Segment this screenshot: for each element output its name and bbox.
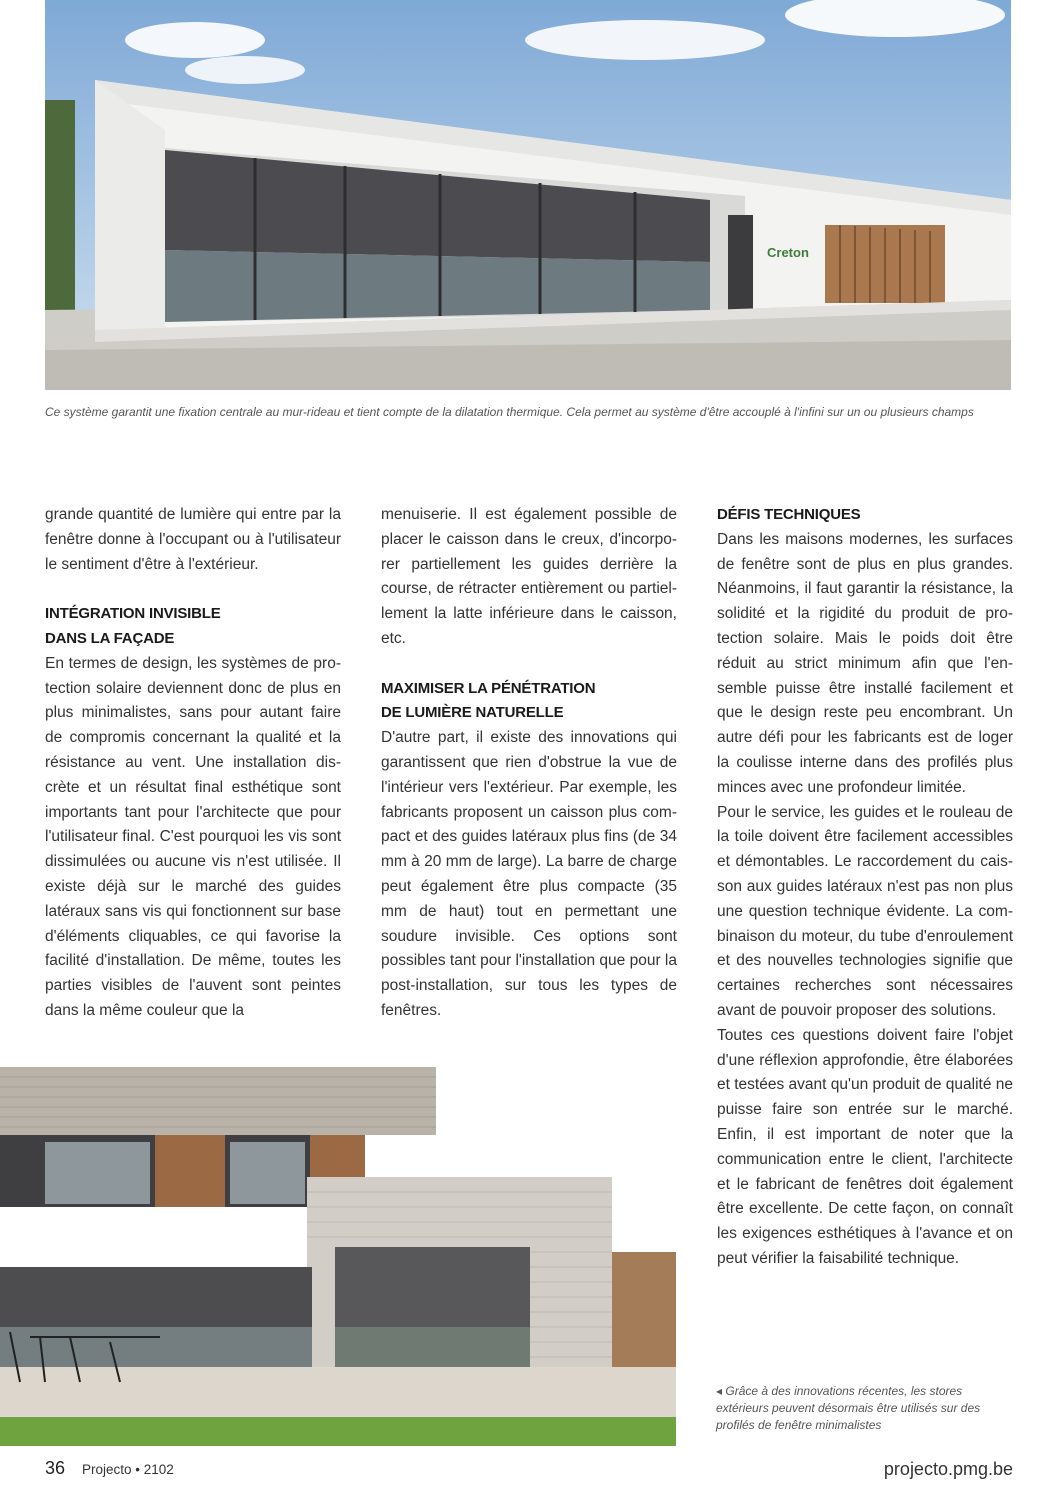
top-photo-caption: Ce système garantit une fixation centrale au mur-rideau et tient compte de la dilatation thermique. Cela permet au système d'être accouplé à l'infini sur un ou plusieurs champs xyxy=(45,405,974,419)
paragraph: D'autre part, il existe des innovations qui garantissent que rien d'obstrue la vue de l'intérieur vers l'extérieur. Par exemple, les fabricants proposent un caisson plus compact et des guides latéraux plus fins (de 34 mm à 20 mm de large). La barre de charge peut également être plus compacte (35 mm de haut) tout en permettant une soudure invisible. Ces options sont possibles tant pour l'installation que pour la post-installation, sur tous les types de fenêtres. xyxy=(381,729,677,1019)
text-column-1 xyxy=(45,503,341,1024)
section-heading-line-2: DANS LA FAÇADE xyxy=(45,629,175,647)
house-photo-bottom xyxy=(0,1062,676,1446)
section-heading: DÉFIS TECHNIQUES xyxy=(717,506,861,523)
paragraph: Dans les maisons modernes, les surfaces de fenêtre sont de plus en plus grandes. Néanmoins, il faut garantir la résistance, la solidité et la rigidité du produit de protection solaire. Mais le poids doit être réduit au strict minimum afin que l'ensemble puisse être installé facilement et que le design reste peu encombrant. Un autre défi pour les fabricants est de loger la coulisse interne dans des profilés plus minces avec une profondeur limitée. xyxy=(717,530,1013,796)
caption-arrow-icon: ◂ xyxy=(716,1384,723,1398)
paragraph: menuiserie. Il est également possible de placer le caisson dans le creux, d'incorporer partiellement les guides derrière la course, de rétracter entièrement ou partiellement la latte inférieure dans le caisson, etc. xyxy=(381,506,677,647)
publication-issue: Projecto • 2102 xyxy=(82,1462,174,1477)
section-heading-line-1: INTÉGRATION INVISIBLE xyxy=(45,605,221,623)
caption-text: Grâce à des innovations récentes, les stores extérieurs peuvent désormais être utilisés sur des profilés de fenêtre minimalistes xyxy=(716,1384,981,1432)
paragraph: Toutes ces questions doivent faire l'objet d'une réflexion approfondie, être élaborées et testées avant qu'un produit de qualité ne puisse faire son entrée sur le marché. Enfin, il est important de noter que la communication entre le client, l'architecte et le fabricant de fenêtres doit également être excellente. De cette façon, on connaît les exigences esthétiques à l'avance et on peut vérifier la faisabilité technique. xyxy=(717,1026,1013,1267)
company-sign-text: Creton xyxy=(767,245,809,260)
page-number: 36 xyxy=(45,1458,66,1478)
section-heading-line-1: MAXIMISER LA PÉNÉTRATION xyxy=(381,679,596,697)
building-photo-top xyxy=(45,0,1011,390)
text-column-3 xyxy=(717,503,1013,1272)
paragraph: Pour le service, les guides et le rouleau de la toile doivent être facilement accessibles et démontables. Le raccordement du caisson aux guides latéraux n'est pas non plus une question technique évidente. La combinaison du moteur, du tube d'enroulement et des nouvelles technologies signifie que certaines recherches sont nécessaires avant de pouvoir proposer des solutions. xyxy=(717,803,1013,1019)
paragraph: En termes de design, les systèmes de protection solaire deviennent donc de plus en plus minimalistes, sans pour autant faire de compromis concernant la qualité et la résistance au vent. Une installation discrète et un résultat final esthétique sont importants tant pour l'architecte que pour l'utilisateur final. C'est pourquoi les vis sont dissimulées ou aucune vis n'est utilisée. Il existe déjà sur le marché des guides latéraux sans vis qui fonctionnent sur base d'éléments cliquables, ce qui favorise la facilité d'installation. De même, toutes les parties visibles de l'auvent sont peintes dans la même couleur que la xyxy=(45,654,341,1019)
page-footer xyxy=(45,1458,1013,1482)
website-link[interactable]: projecto.pmg.be xyxy=(883,1459,1013,1479)
text-column-2 xyxy=(381,503,677,1024)
paragraph: grande quantité de lumière qui entre par la fenêtre donne à l'occupant ou à l'utilisateur le sentiment d'être à l'extérieur. xyxy=(45,506,341,573)
bottom-photo-caption xyxy=(716,1383,1006,1434)
section-heading-line-2: DE LUMIÈRE NATURELLE xyxy=(381,704,564,722)
